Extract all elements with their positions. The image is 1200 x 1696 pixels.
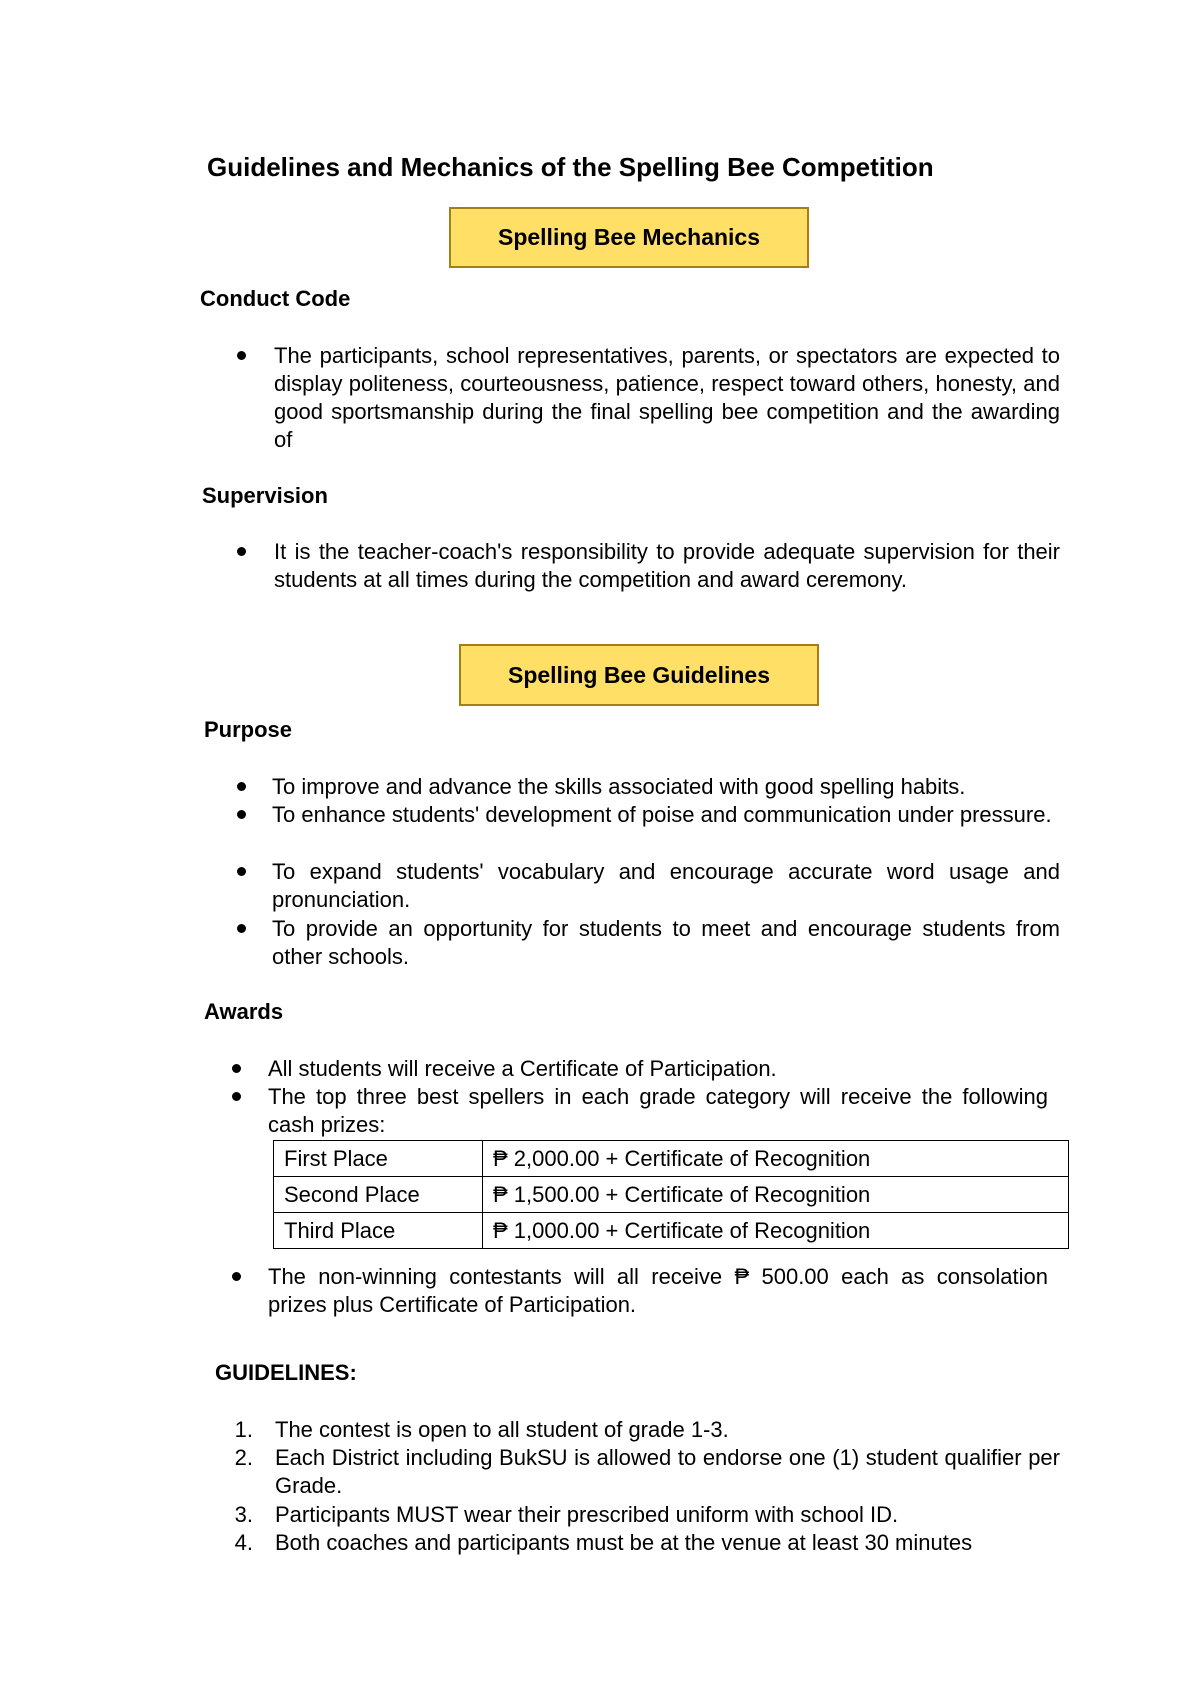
guideline-item: Both coaches and participants must be at the venue at least 30 minutes: [275, 1530, 973, 1555]
purpose-item: To enhance students' development of poise and communication under pressure.: [272, 802, 1052, 827]
conduct-item: The participants, school representatives, parents, or spectators are expected to display politeness, courteousness, patience, respect toward others, honesty, and good sportsmanship during the final spelling bee competition and the awarding of: [274, 343, 1060, 452]
awards-item: All students will receive a Certificate of Participation.: [268, 1056, 777, 1081]
guidelines-heading: GUIDELINES:: [215, 1360, 357, 1385]
bullet-icon: [237, 924, 246, 933]
guideline-item: The contest is open to all student of grade 1-3.: [275, 1417, 729, 1442]
list-number: 2.: [234, 1445, 253, 1470]
guideline-item: Each District including BukSU is allowed to endorse one (1) student qualifier per Grade.: [275, 1445, 1060, 1498]
purpose-item: To improve and advance the skills associated with good spelling habits.: [272, 774, 966, 799]
mechanics-banner: Spelling Bee Mechanics: [449, 207, 809, 268]
awards-item: The top three best spellers in each grade category will receive the following cash prizes:: [268, 1084, 1048, 1137]
table-row: [274, 1213, 1069, 1249]
list-number: 4.: [234, 1530, 253, 1555]
table-row: [274, 1177, 1069, 1213]
bullet-icon: [237, 810, 246, 819]
prize-cell: ₱ 1,500.00 + Certificate of Recognition: [483, 1177, 1069, 1213]
guidelines-banner: Spelling Bee Guidelines: [459, 644, 819, 706]
purpose-item: To expand students' vocabulary and encourage accurate word usage and pronunciation.: [272, 859, 1060, 912]
purpose-heading: Purpose: [204, 717, 293, 742]
place-cell: First Place: [274, 1141, 483, 1177]
place-cell: Second Place: [274, 1177, 483, 1213]
conduct-code-heading: Conduct Code: [200, 286, 351, 311]
prize-table: [273, 1140, 1069, 1249]
document-title: Guidelines and Mechanics of the Spelling Bee Competition: [207, 152, 934, 182]
bullet-icon: [237, 547, 246, 556]
awards-item: The non-winning contestants will all receive ₱ 500.00 each as consolation prizes plus Certificate of Participation.: [268, 1264, 1048, 1317]
supervision-heading: Supervision: [202, 483, 328, 508]
table-row: [274, 1141, 1069, 1177]
prize-cell: ₱ 1,000.00 + Certificate of Recognition: [483, 1213, 1069, 1249]
guideline-item: Participants MUST wear their prescribed uniform with school ID.: [275, 1502, 899, 1527]
bullet-icon: [232, 1092, 241, 1101]
prize-cell: ₱ 2,000.00 + Certificate of Recognition: [483, 1141, 1069, 1177]
bullet-icon: [237, 782, 246, 791]
place-cell: Third Place: [274, 1213, 483, 1249]
bullet-icon: [232, 1064, 241, 1073]
bullet-icon: [237, 351, 246, 360]
supervision-item: It is the teacher-coach's responsibility to provide adequate supervision for their students at all times during the competition and award ceremony.: [274, 539, 1060, 592]
bullet-icon: [232, 1272, 241, 1281]
list-number: 1.: [234, 1417, 253, 1442]
purpose-item: To provide an opportunity for students to meet and encourage students from other schools.: [272, 916, 1060, 969]
awards-heading: Awards: [204, 999, 284, 1024]
list-number: 3.: [234, 1502, 253, 1527]
bullet-icon: [237, 867, 246, 876]
